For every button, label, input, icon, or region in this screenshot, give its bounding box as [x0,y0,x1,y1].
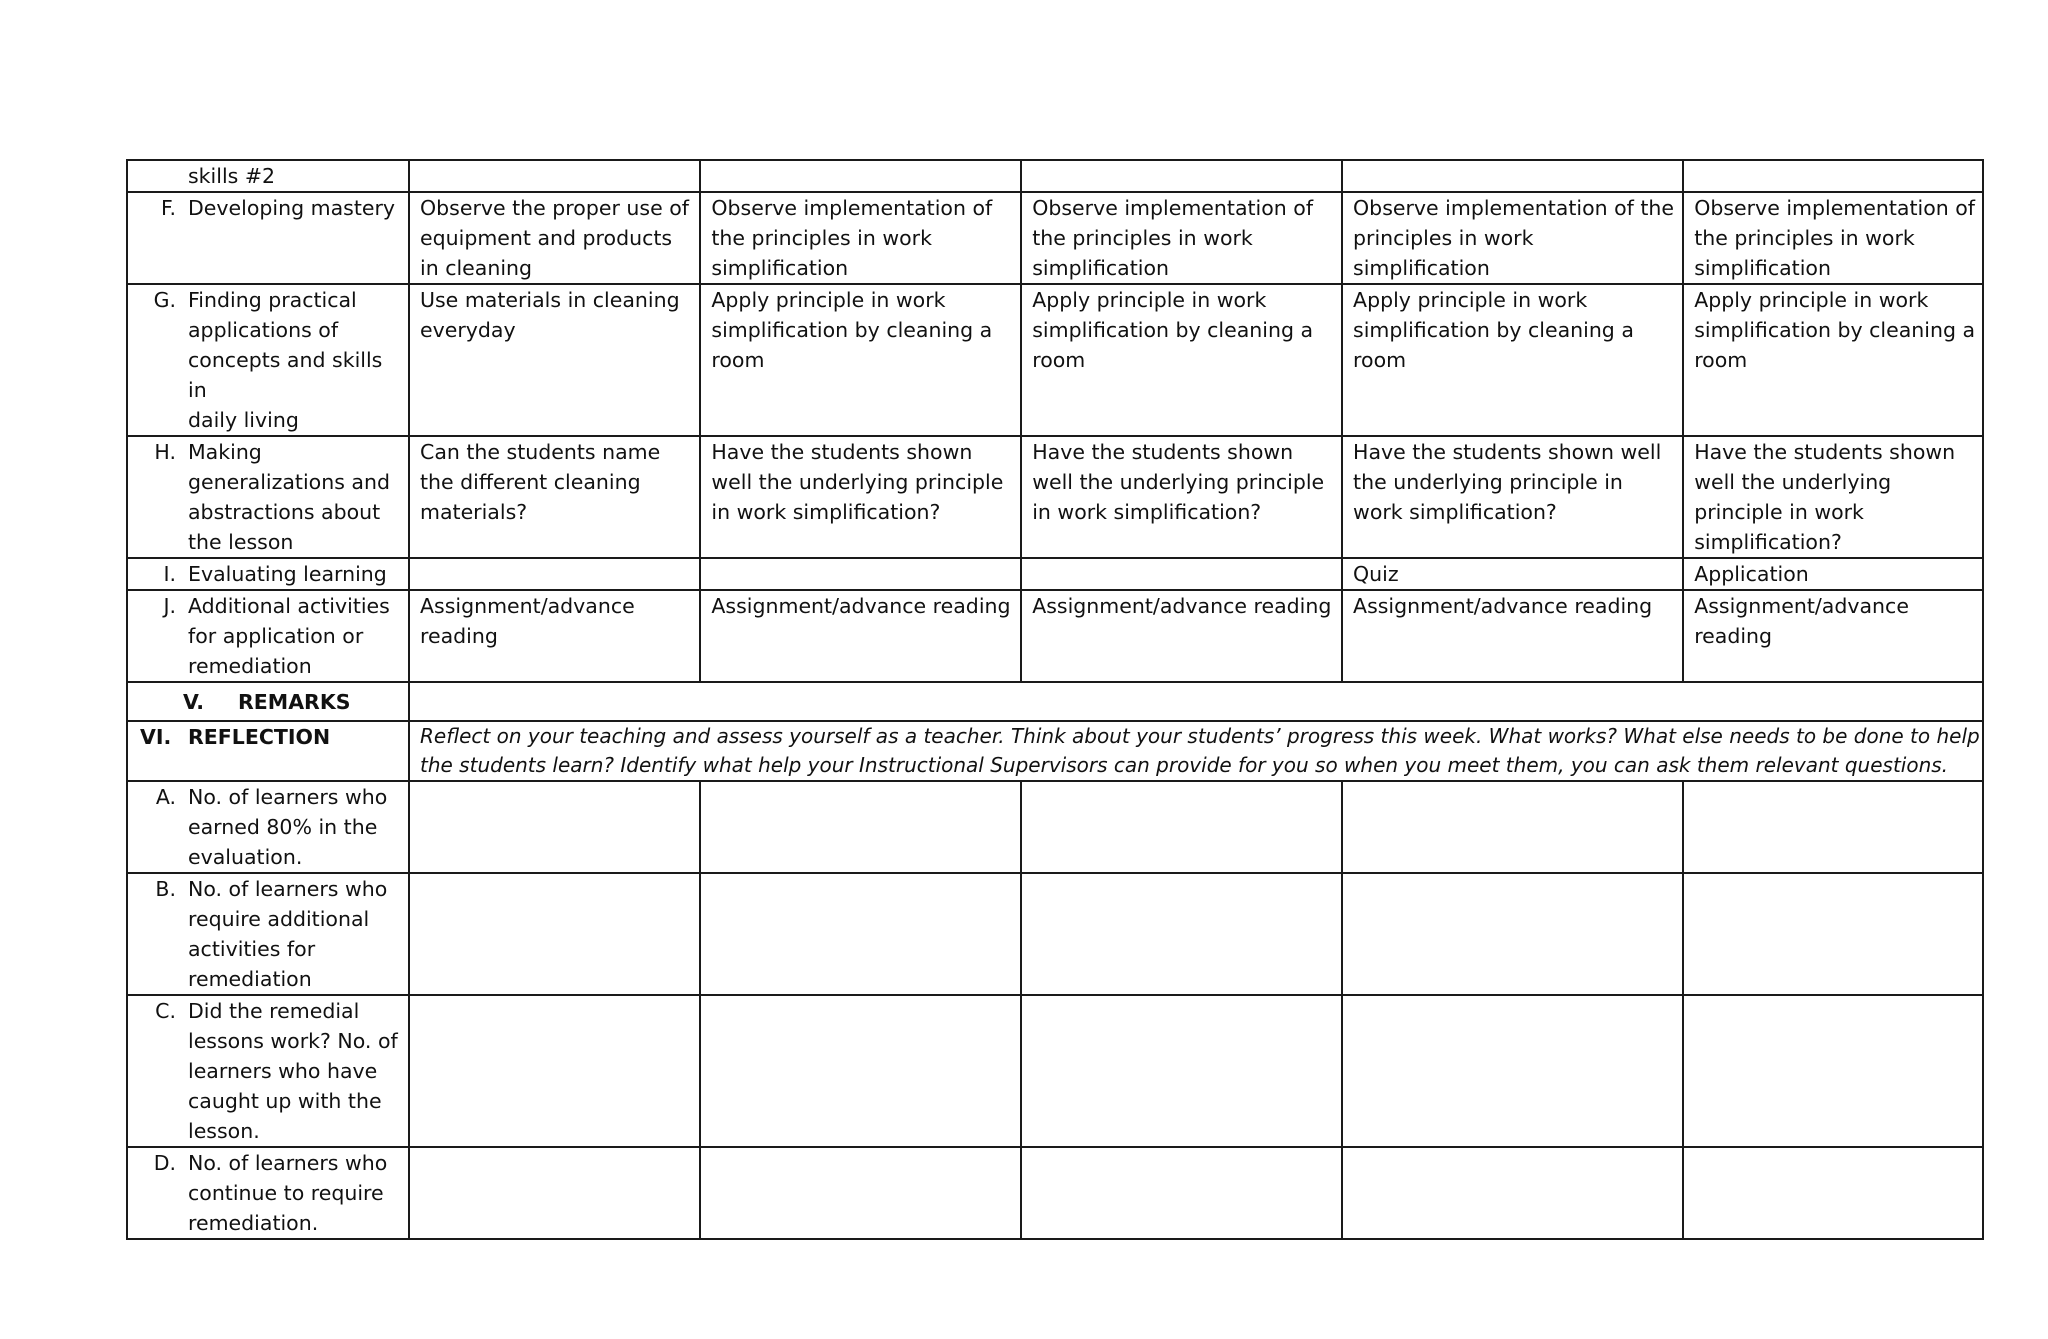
cell-day1: Can the students name the different cleaning materials? [409,436,700,558]
table-row [127,558,1983,590]
row-letter: H. [154,440,176,464]
row-label: Evaluating learning [188,562,387,586]
row-label-cell [127,995,409,1147]
section-title: REFLECTION [188,725,331,749]
row-label: Developing mastery [188,196,396,220]
reflection-instructions: Reflect on your teaching and assess yourself as a teacher. Think about your students’ progress this week. What works? What else needs to be done to help the students learn? Identify what help your Instructional Supervisors can provide for you so when you meet them, you can ask them relevant questions. [409,721,1983,781]
row-label: Did the remedial lessons work? No. of learners who have caught up with the lesson. [188,999,398,1143]
reflection-label-cell [127,721,409,781]
cell-day5 [1683,1147,1983,1239]
cell-day5: Apply principle in work simplification by cleaning a room [1683,284,1983,436]
cell-day2: Assignment/advance reading [700,590,1021,682]
row-letter: G. [153,288,176,312]
cell-day3: Apply principle in work simplification by cleaning a room [1021,284,1342,436]
cell-day4 [1342,781,1683,873]
cell-day5 [1683,160,1983,192]
row-label-cell [127,781,409,873]
cell-day1: Observe the proper use of equipment and products in cleaning [409,192,700,284]
section-title: REMARKS [238,689,351,714]
cell-day3 [1021,558,1342,590]
cell-day5: Assignment/advance reading [1683,590,1983,682]
cell-day4 [1342,160,1683,192]
cell-day5: Application [1683,558,1983,590]
cell-day1 [409,160,700,192]
cell-day1 [409,995,700,1147]
cell-day2 [700,781,1021,873]
row-label-cell [127,1147,409,1239]
remarks-row [127,682,1983,721]
cell-day4 [1342,873,1683,995]
table-row [127,781,1983,873]
cell-day4: Apply principle in work simplification by cleaning a room [1342,284,1683,436]
cell-day5 [1683,995,1983,1147]
cell-day1 [409,558,700,590]
row-letter: I. [163,562,176,586]
cell-day5: Observe implementation of the principles in work simplification [1683,192,1983,284]
cell-day2 [700,558,1021,590]
row-label-cell [127,192,409,284]
row-label: Additional activities for application or remediation [188,594,390,678]
cell-day3 [1021,1147,1342,1239]
cell-day3 [1021,160,1342,192]
cell-day4: Assignment/advance reading [1342,590,1683,682]
section-number: V. [182,689,204,714]
section-number: VI. [140,725,172,749]
cell-day3 [1021,995,1342,1147]
table-row [127,995,1983,1147]
table-row [127,192,1983,284]
row-letter: A. [155,785,176,809]
row-label-cell [127,590,409,682]
cell-day2 [700,160,1021,192]
row-label: skills #2 [188,164,276,188]
row-label-cell [127,558,409,590]
row-label: Making generalizations and abstractions about the lesson [188,440,390,554]
cell-day4: Have the students shown well the underlying principle in work simplification? [1342,436,1683,558]
reflection-row [127,721,1983,781]
cell-day3: Have the students shown well the underlying principle in work simplification? [1021,436,1342,558]
row-label-cell [127,873,409,995]
row-label-cell [127,160,409,192]
row-label: No. of learners who require additional activities for remediation [188,877,388,991]
row-letter [128,161,188,191]
row-letter: F. [160,196,176,220]
cell-day2 [700,995,1021,1147]
cell-day2: Observe implementation of the principles in work simplification [700,192,1021,284]
cell-day3: Assignment/advance reading [1021,590,1342,682]
cell-day4 [1342,1147,1683,1239]
row-label-cell [127,284,409,436]
row-label: Finding practical applications of concepts and skills in daily living [188,288,383,432]
cell-day3 [1021,873,1342,995]
remarks-label-cell [127,682,409,721]
row-letter: D. [153,1151,176,1175]
table-row [127,873,1983,995]
table-row [127,1147,1983,1239]
cell-day3 [1021,781,1342,873]
table-row [127,160,1983,192]
cell-day5: Have the students shown well the underlying principle in work simplification? [1683,436,1983,558]
table-row [127,436,1983,558]
cell-day1 [409,1147,700,1239]
row-letter: C. [155,999,176,1023]
row-label: No. of learners who continue to require remediation. [188,1151,388,1235]
cell-day3: Observe implementation of the principles in work simplification [1021,192,1342,284]
table-row [127,284,1983,436]
row-label: No. of learners who earned 80% in the evaluation. [188,785,388,869]
table-row [127,590,1983,682]
cell-day4: Observe implementation of the principles in work simplification [1342,192,1683,284]
cell-day4: Quiz [1342,558,1683,590]
lesson-plan-table [126,159,1984,1240]
cell-day1: Assignment/advance reading [409,590,700,682]
cell-day2: Apply principle in work simplification by cleaning a room [700,284,1021,436]
row-label-cell [127,436,409,558]
cell-day2 [700,1147,1021,1239]
cell-day4 [1342,995,1683,1147]
cell-day2 [700,873,1021,995]
cell-day1 [409,781,700,873]
row-letter: B. [155,877,176,901]
remarks-content [409,682,1983,721]
cell-day2: Have the students shown well the underlying principle in work simplification? [700,436,1021,558]
row-letter: J. [163,594,176,618]
cell-day1 [409,873,700,995]
cell-day1: Use materials in cleaning everyday [409,284,700,436]
cell-day5 [1683,873,1983,995]
cell-day5 [1683,781,1983,873]
